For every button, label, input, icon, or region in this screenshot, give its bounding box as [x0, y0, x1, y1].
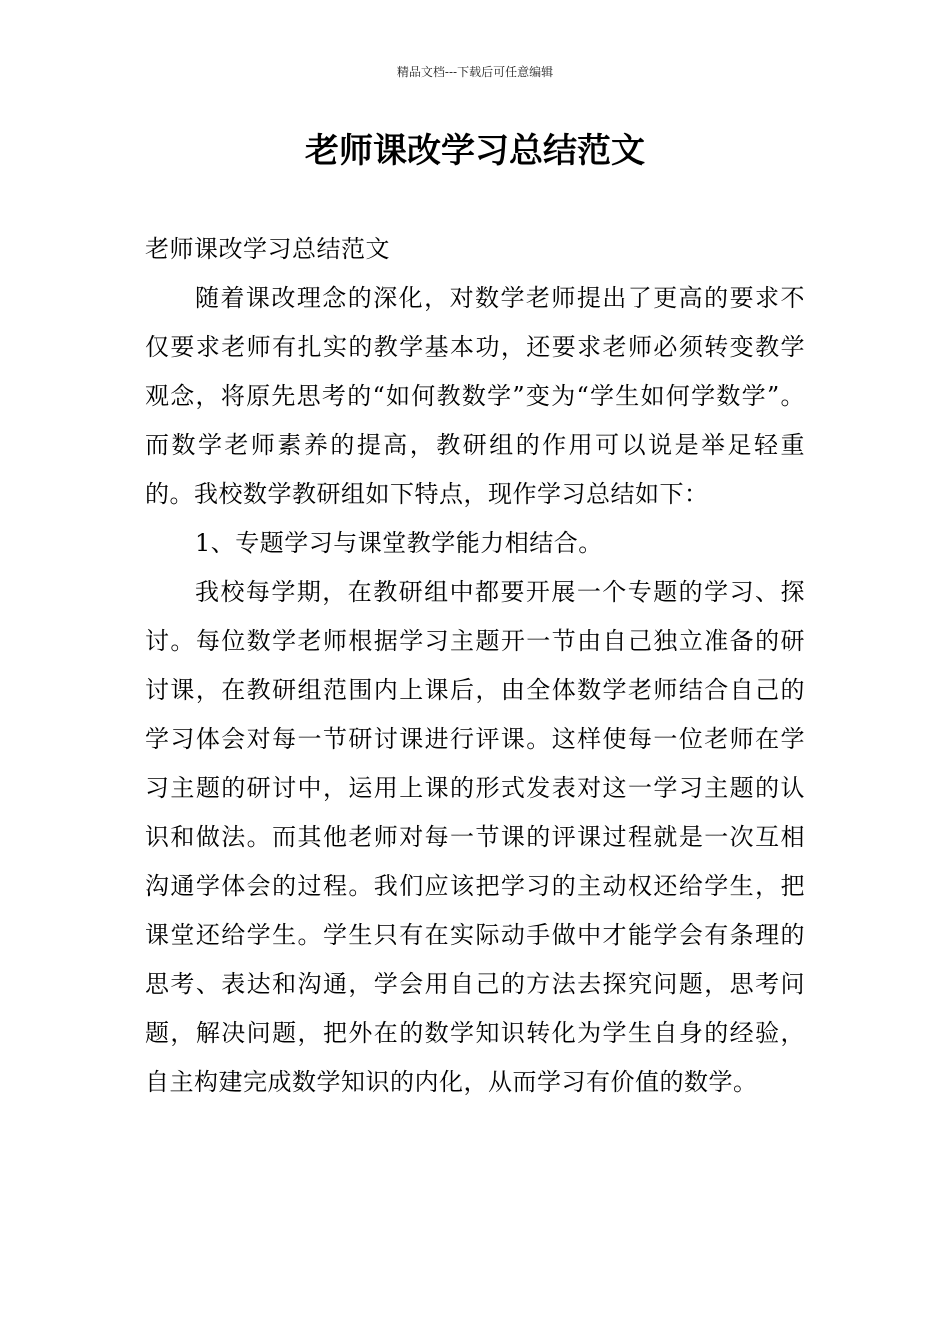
paragraph-section-body: 我校每学期，在教研组中都要开展一个专题的学习、探讨。每位数学老师根据学习主题开一节由自己独立准备的研讨课，在教研组范围内上课后，由全体数学老师结合自己的学习体会对每一节研讨课进行评课。这样使每一位老师在学习主题的研讨中，运用上课的形式发表对这一学习主题的认识和做法。而其他老师对每一节课的评课过程就是一次互相沟通学体会的过程。我们应该把学习的主动权还给学生，把课堂还给学生。学生只有在实际动手做中才能学会有条理的思考、表达和沟通，学会用自己的方法去探究问题，思考问题，解决问题，把外在的数学知识转化为学生自身的经验，自主构建完成数学知识的内化，从而学习有价值的数学。: [145, 578, 805, 1096]
paragraph-intro: 随着课改理念的深化，对数学老师提出了更高的要求不仅要求老师有扎实的教学基本功，还要求老师必须转变教学观念，将原先思考的“如何教数学”变为“学生如何学数学”。而数学老师素养的提高，教研组的作用可以说是举足轻重的。我校数学教研组如下特点，现作学习总结如下：: [145, 284, 805, 508]
paragraph-section-heading: 1、专题学习与课堂教学能力相结合。: [195, 529, 603, 557]
document-title: 老师课改学习总结范文: [305, 131, 645, 171]
header-note: 精品文档---下载后可任意编辑: [396, 65, 554, 79]
document-body: [145, 225, 805, 1107]
document-subtitle: 老师课改学习总结范文: [145, 235, 390, 263]
